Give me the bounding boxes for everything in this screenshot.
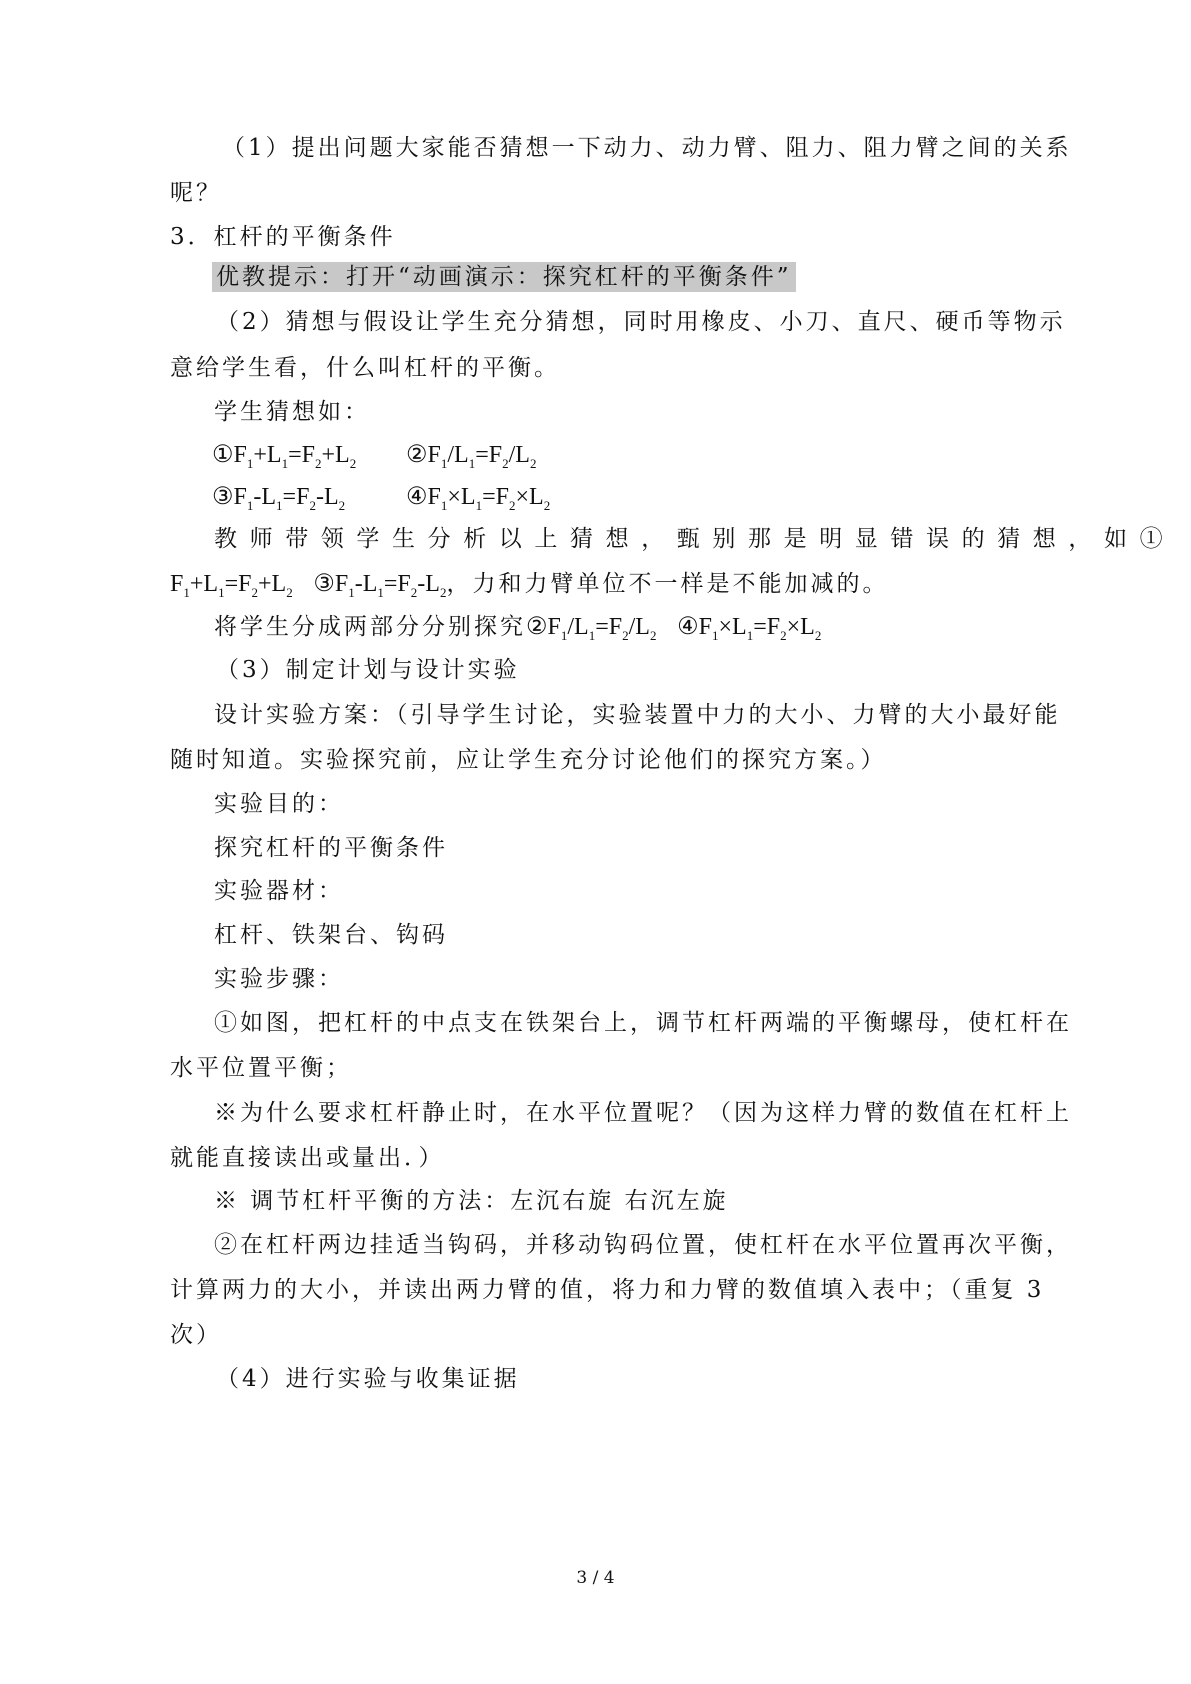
- hint-highlight: [212, 262, 796, 292]
- section-heading: 3．杠杆的平衡条件: [170, 224, 396, 250]
- step-1-line-2: 水平位置平衡；: [170, 1055, 352, 1081]
- steps-label: 实验步骤：: [214, 966, 344, 992]
- why-line-2: 就能直接读出或量出．）: [170, 1145, 445, 1171]
- equipment-label: 实验器材：: [214, 878, 344, 904]
- step-1-line-1: ①如图，把杠杆的中点支在铁架台上，调节杠杆两端的平衡螺母，使杠杆在: [214, 1010, 1072, 1036]
- formula-2-inline: $②F_1/L_1=F_2/L_2$: [526, 614, 657, 643]
- design-line-2: 随时知道。实验探究前，应让学生充分讨论他们的探究方案。）: [170, 747, 887, 773]
- paragraph-1-line-1: （1）提出问题大家能否猜想一下动力、动力臂、阻力、阻力臂之间的关系: [222, 135, 1072, 161]
- equipment-text: 杠杆、铁架台、钩码: [214, 922, 448, 948]
- paragraph-2-line-2: 意给学生看，什么叫杠杆的平衡。: [170, 355, 560, 381]
- page-number: 3 / 4: [576, 1568, 615, 1588]
- teacher-line-2: $F_1+L_1=F_2+L_2$ $③F_1-L_1=F_2-L_2$，力和力臂单位不一样是不能加减的。: [170, 571, 889, 600]
- paragraph-4: （4）进行实验与收集证据: [216, 1366, 520, 1392]
- method-line: ※ 调节杠杆平衡的方法：左沉右旋 右沉左旋: [214, 1188, 729, 1214]
- formula-1-inline: $F_1+L_1=F_2+L_2$: [170, 571, 293, 600]
- purpose-text: 探究杠杆的平衡条件: [214, 835, 448, 861]
- step-2-line-3: 次）: [170, 1322, 222, 1348]
- design-line-1: 设计实验方案：（引导学生讨论，实验装置中力的大小、力臂的大小最好能: [214, 702, 1061, 728]
- formula-3: $③F_1-L_1=F_2-L_2$: [212, 484, 346, 513]
- formula-3-inline: $③F_1-L_1=F_2-L_2$: [313, 571, 447, 600]
- step-2-line-2: 计算两力的大小，并读出两力臂的值，将力和力臂的数值填入表中；（重复 3: [170, 1277, 1045, 1303]
- teacher-line-1: 教师带领学生分析以上猜想，甄别那是明显错误的猜想，如①: [214, 526, 1176, 552]
- guess-intro: 学生猜想如：: [214, 399, 370, 425]
- paragraph-1-line-2: 呢？: [170, 180, 222, 206]
- formula-1: $①F_1+L_1=F_2+L_2$: [212, 442, 357, 471]
- formula-4-inline: $④F_1\times L_1=F_2\times L_2$: [677, 614, 822, 643]
- hint-text: 优教提示：打开“动画演示：探究杠杆的平衡条件”: [212, 262, 796, 292]
- paragraph-3: （3）制定计划与设计实验: [216, 657, 520, 683]
- paragraph-2-line-1: （2）猜想与假设让学生充分猜想，同时用橡皮、小刀、直尺、硬币等物示: [216, 309, 1066, 335]
- formula-2: $②F_1/L_1=F_2/L_2$: [406, 442, 537, 471]
- split-line: 将学生分成两部分分别探究$②F_1/L_1=F_2/L_2$ $④F_1\times L_1=F_2\times L_2$: [214, 614, 822, 643]
- step-2-line-1: ②在杠杆两边挂适当钩码，并移动钩码位置，使杠杆在水平位置再次平衡，: [214, 1232, 1072, 1258]
- formula-4: $④F_1\times L_1=F_2\times L_2$: [406, 484, 551, 513]
- purpose-label: 实验目的：: [214, 791, 344, 817]
- why-line-1: ※为什么要求杠杆静止时，在水平位置呢？（因为这样力臂的数值在杠杆上: [214, 1100, 1072, 1126]
